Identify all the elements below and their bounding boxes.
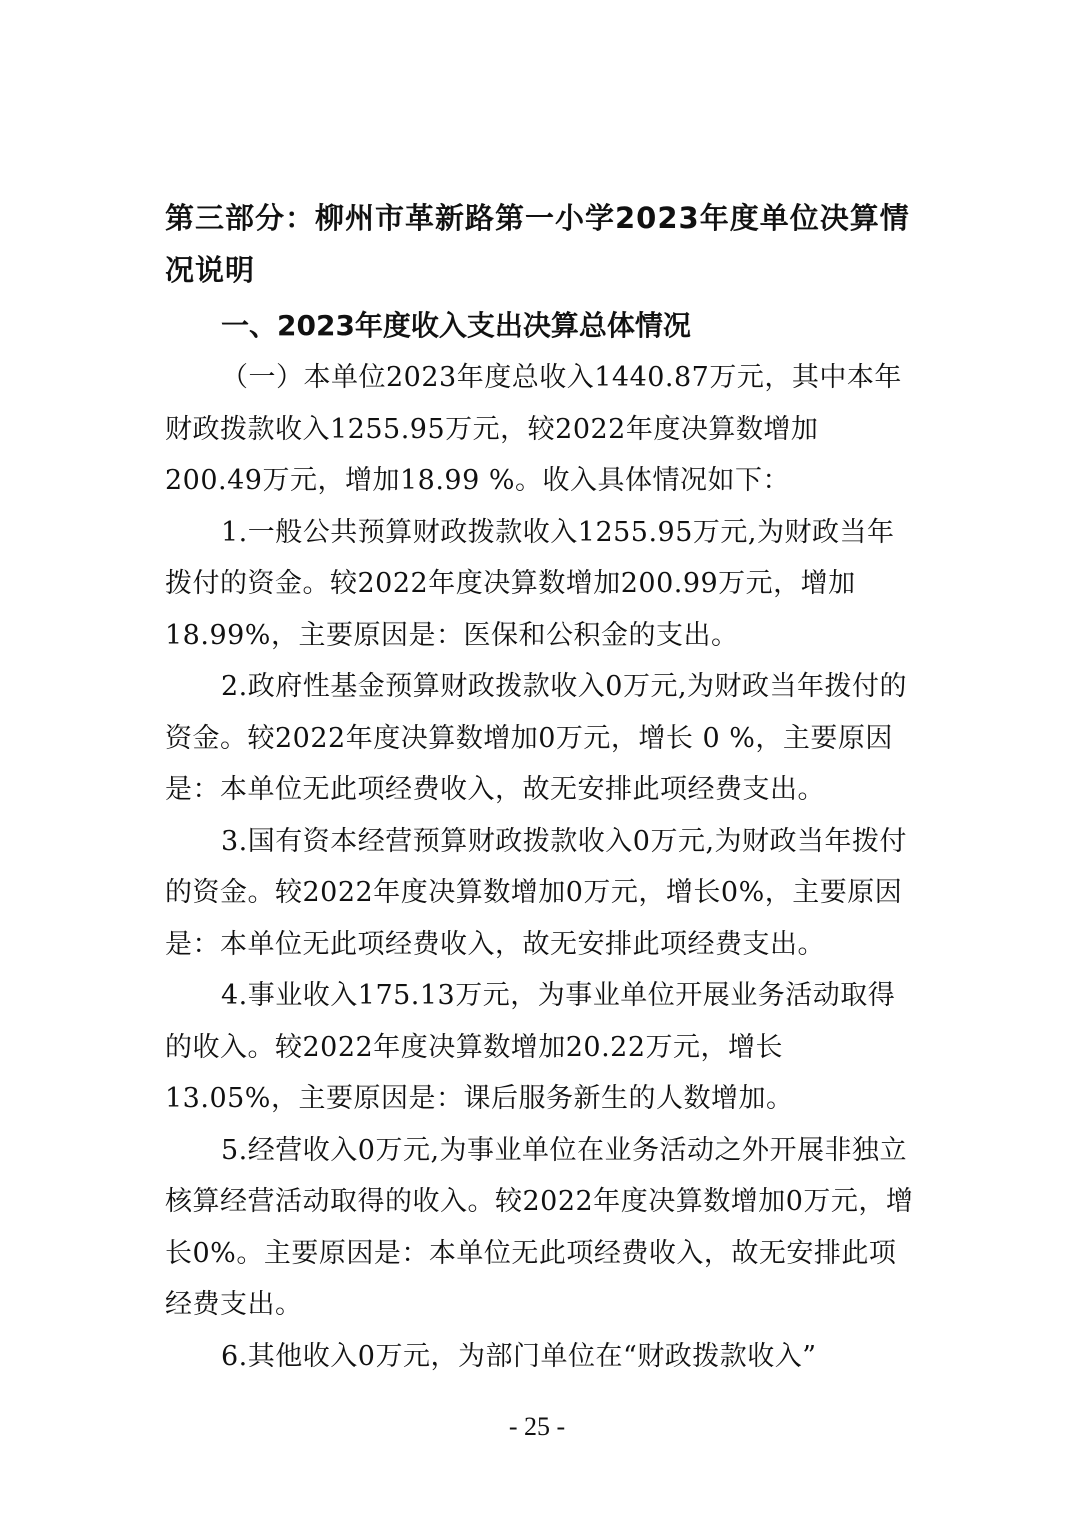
paragraph-operating-income: 5.经营收入0万元,为事业单位在业务活动之外开展非独立核算经营活动取得的收入。较2022年度决算数增加0万元，增长0%。主要原因是：本单位无此项经费收入，故无安排此项经费支出。: [165, 1134, 914, 1320]
paragraph-business-income: 4.事业收入175.13万元，为事业单位开展业务活动取得的收入。较2022年度决算数增加20.22万元，增长13.05%，主要原因是：课后服务新生的人数增加。: [165, 980, 896, 1114]
paragraph-total-income: （一）本单位2023年度总收入1440.87万元，其中本年财政拨款收入1255.95万元，较2022年度决算数增加200.49万元，增加18.99 %。收入具体情况如下：: [165, 362, 902, 496]
document-body: [165, 192, 915, 1382]
document-title: 第三部分：柳州市革新路第一小学2023年度单位决算情况说明: [165, 201, 910, 287]
paragraph-other-income: 6.其他收入0万元，为部门单位在“财政拨款收入”: [221, 1340, 817, 1372]
paragraph-government-fund: 2.政府性基金预算财政拨款收入0万元,为财政当年拨付的资金。较2022年度决算数增加0万元，增长 0 %，主要原因是：本单位无此项经费收入，故无安排此项经费支出。: [165, 671, 908, 805]
paragraph-general-budget: 1.一般公共预算财政拨款收入1255.95万元,为财政当年拨付的资金。较2022年度决算数增加200.99万元，增加18.99%，主要原因是：医保和公积金的支出。: [165, 516, 895, 651]
page-number: - 25 -: [508, 1412, 566, 1441]
paragraph-state-capital: 3.国有资本经营预算财政拨款收入0万元,为财政当年拨付的资金。较2022年度决算数增加0万元，增长0%，主要原因是：本单位无此项经费收入，故无安排此项经费支出。: [165, 825, 908, 960]
section-heading: 一、2023年度收入支出决算总体情况: [221, 309, 691, 342]
